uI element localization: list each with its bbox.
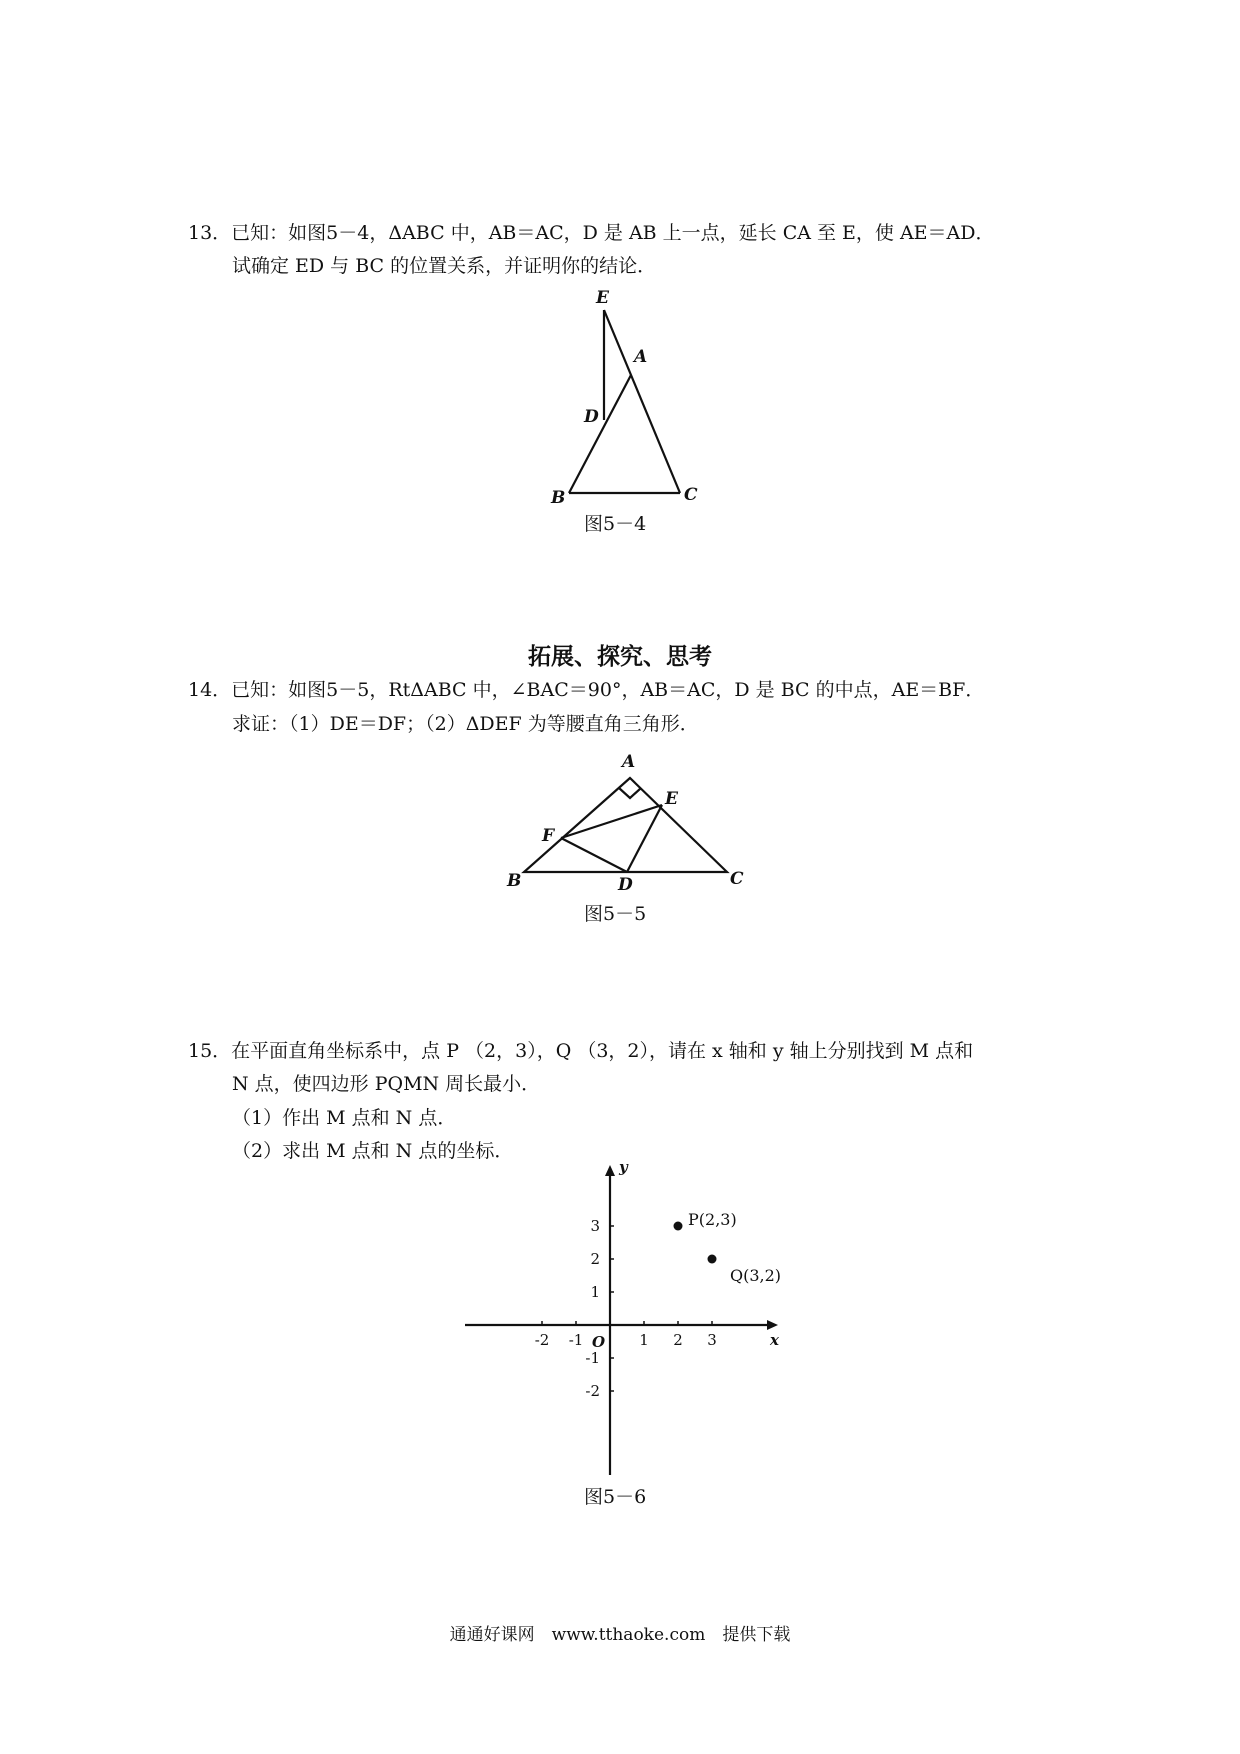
fig55-label-B: B xyxy=(507,871,522,891)
point-P xyxy=(674,1222,683,1231)
q15-subquestion-2: （2）求出 M 点和 N 点的坐标． xyxy=(232,1140,514,1162)
y-axis-label: y xyxy=(619,1158,628,1176)
point-Q xyxy=(708,1255,717,1264)
fig55-label-C: C xyxy=(730,869,744,889)
q15-text-line2: N 点，使四边形 PQMN 周长最小． xyxy=(232,1073,541,1095)
fig54-label-C: C xyxy=(684,485,698,505)
x-axis-arrow xyxy=(767,1320,778,1330)
x-tick-label: -1 xyxy=(568,1331,584,1349)
figure-5-6-caption: 图5－6 xyxy=(584,1486,647,1508)
q13-text-line1: 13．已知：如图5－4，ΔABC 中，AB＝AC，D 是 AB 上一点，延长 CA 至 E，使 AE＝AD． xyxy=(188,222,995,244)
point-P-label: P(2,3) xyxy=(688,1210,737,1229)
fig55-label-E: E xyxy=(665,789,678,809)
q14-text-line1: 14．已知：如图5－5，RtΔABC 中，∠BAC＝90°，AB＝AC，D 是 BC 的中点，AE＝BF． xyxy=(188,679,985,701)
point-Q-label: Q(3,2) xyxy=(730,1266,782,1285)
fig55-label-A: A xyxy=(622,752,636,772)
x-axis-label: x xyxy=(770,1331,779,1349)
page-footer: 通通好课网 www.tthaoke.com 提供下载 xyxy=(449,1625,791,1645)
section-title: 拓展、探究、思考 xyxy=(528,643,712,670)
fig54-label-E: E xyxy=(596,288,609,308)
fig54-label-A: A xyxy=(634,347,648,367)
fig54-label-B: B xyxy=(551,488,566,508)
x-tick-label: 2 xyxy=(673,1331,683,1349)
y-axis-arrow xyxy=(605,1165,615,1176)
x-tick-label: 3 xyxy=(707,1331,717,1349)
fig54-label-D: D xyxy=(584,407,599,427)
q15-subquestion-1: （1）作出 M 点和 N 点． xyxy=(232,1107,457,1129)
q14-text-line2: 求证：（1）DE＝DF；（2）ΔDEF 为等腰直角三角形． xyxy=(232,713,699,735)
y-tick-label: -1 xyxy=(585,1349,600,1367)
fig55-label-F: F xyxy=(542,826,555,846)
origin-label: O xyxy=(592,1333,606,1351)
y-tick-label: 1 xyxy=(590,1283,600,1301)
y-tick-label: 2 xyxy=(590,1250,600,1268)
q13-text-line2: 试确定 ED 与 BC 的位置关系，并证明你的结论． xyxy=(232,255,657,277)
fig55-label-D: D xyxy=(618,875,633,895)
figure-5-4-caption: 图5－4 xyxy=(584,513,647,535)
x-tick-label: -2 xyxy=(534,1331,550,1349)
y-tick-label: 3 xyxy=(590,1217,600,1235)
q15-text-line1: 15．在平面直角坐标系中，点 P （2，3），Q （3，2），请在 x 轴和 y 轴上分别找到 M 点和 xyxy=(188,1040,974,1062)
y-tick-label: -2 xyxy=(585,1382,600,1400)
x-tick-label: 1 xyxy=(639,1331,649,1349)
figure-5-5-caption: 图5－5 xyxy=(584,903,647,925)
